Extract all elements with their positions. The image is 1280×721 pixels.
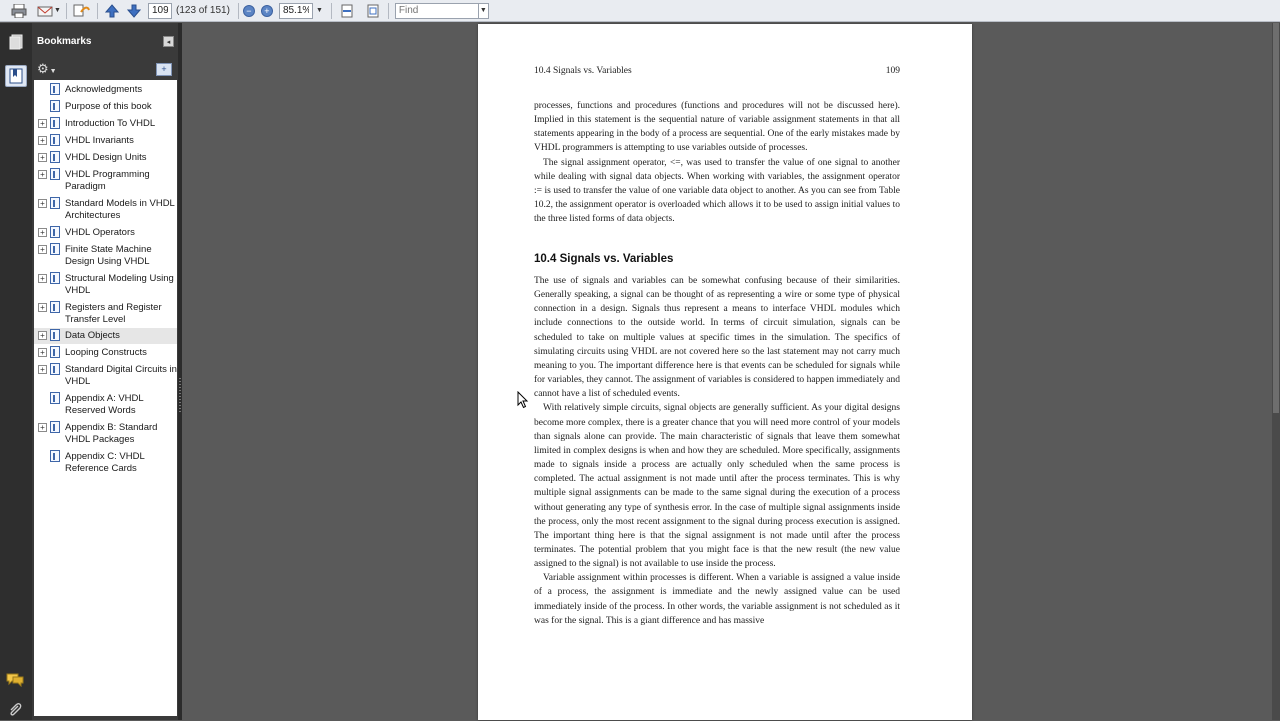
bookmark-label: VHDL Invariants (65, 135, 134, 146)
expand-icon[interactable]: + (38, 228, 47, 237)
expand-icon[interactable]: + (38, 119, 47, 128)
bookmark-label: Data Objects (65, 330, 120, 341)
body-block-main (534, 274, 900, 628)
paperclip-icon (8, 702, 22, 718)
zoom-dropdown-icon[interactable]: ▼ (315, 7, 323, 14)
bookmark-label: Appendix B: Standard VHDL Packages (65, 422, 158, 445)
bookmark-item[interactable] (34, 225, 177, 241)
bookmark-page-icon (50, 117, 60, 129)
bookmark-label: Finite State Machine Design Using VHDL (65, 244, 152, 267)
bookmarks-panel (32, 23, 178, 720)
toolbar-separator (238, 3, 239, 19)
previous-page-button[interactable] (102, 2, 122, 20)
bookmark-item[interactable] (34, 242, 177, 270)
bookmarks-tools (32, 59, 178, 79)
bookmarks-panel-button[interactable] (5, 65, 27, 87)
paragraph: processes, functions and procedures (functions and procedures will not be discussed here). Implied in this statement is the sequential nature of variable assignment statements in that all statements appearing in the body of a process are sequential. One of the early mistakes made by VHDL programmers is attempting to use variables outside of processes. (534, 101, 900, 154)
zoom-out-button[interactable] (243, 5, 255, 17)
share-icon (73, 4, 91, 18)
toolbar-separator (388, 3, 389, 19)
arrow-up-icon (105, 4, 119, 18)
bookmark-item[interactable] (34, 196, 177, 224)
body-block-top (534, 99, 900, 226)
bookmark-label: Appendix A: VHDL Reserved Words (65, 393, 144, 416)
email-icon (37, 4, 53, 18)
new-bookmark-icon: + (161, 63, 167, 74)
bookmark-label: Standard Models in VHDL Architectures (65, 198, 175, 221)
find-input[interactable] (395, 3, 479, 19)
bookmark-icon (9, 68, 23, 84)
chevron-down-icon: ▼ (54, 7, 61, 14)
pages-icon (9, 34, 23, 50)
bookmark-label: Appendix C: VHDL Reference Cards (65, 451, 145, 474)
bookmark-label: Looping Constructs (65, 347, 147, 358)
bookmarks-title: Bookmarks (37, 35, 92, 47)
toolbar-separator (66, 3, 67, 19)
bookmark-page-icon (50, 392, 60, 404)
vertical-scrollbar[interactable] (1272, 23, 1280, 720)
section-heading: 10.4 Signals vs. Variables (534, 253, 674, 265)
bookmark-item[interactable] (34, 150, 177, 166)
toolbar-separator (97, 3, 98, 19)
running-head (534, 66, 900, 76)
zoom-in-button[interactable] (261, 5, 273, 17)
expand-icon[interactable]: + (38, 274, 47, 283)
bookmark-page-icon (50, 363, 60, 375)
bookmark-page-icon (50, 134, 60, 146)
bookmark-list (34, 80, 177, 716)
expand-icon[interactable]: + (38, 245, 47, 254)
bookmarks-header (32, 23, 178, 59)
toolbar-separator (331, 3, 332, 19)
expand-icon[interactable]: + (38, 365, 47, 374)
comment-icon (6, 673, 24, 687)
scrollbar-thumb[interactable] (1273, 23, 1279, 413)
bookmark-label: Introduction To VHDL (65, 118, 156, 129)
comments-button[interactable] (4, 669, 26, 691)
bookmark-item[interactable] (34, 116, 177, 132)
chevron-down-icon: ▼ (49, 68, 57, 75)
new-bookmark-button[interactable] (156, 63, 172, 76)
collaborate-button[interactable] (71, 2, 93, 20)
expand-icon[interactable]: + (38, 153, 47, 162)
collapse-panel-button[interactable] (163, 36, 174, 47)
fit-width-icon (340, 4, 354, 18)
pages-panel-button[interactable] (5, 31, 27, 53)
bookmark-label: VHDL Design Units (65, 152, 147, 163)
bookmark-label: Registers and Register Transfer Level (65, 302, 162, 325)
splitter-grip (179, 378, 181, 414)
gear-icon: ⚙ (37, 61, 49, 76)
bookmark-label: Acknowledgments (65, 84, 143, 95)
expand-icon[interactable]: + (38, 199, 47, 208)
document-view[interactable] (182, 23, 1272, 720)
expand-icon[interactable]: + (38, 303, 47, 312)
chevron-left-icon: ◂ (166, 38, 171, 46)
bookmark-page-icon (50, 226, 60, 238)
bookmark-page-icon (50, 301, 60, 313)
bookmark-item[interactable] (34, 133, 177, 149)
bookmark-item[interactable] (34, 82, 177, 98)
bookmark-item[interactable] (34, 449, 177, 477)
zoom-input[interactable] (279, 3, 313, 19)
bookmark-page-icon (50, 100, 60, 112)
paragraph: The signal assignment operator, <=, was used to transfer the value of one signal to another while dealing with signal data objects. When working with variables, the assignment operator := is used to transfer the value of one variable data object to another. As you can see from Table 10.2, the assignment operator is overloaded which allows it to be used to assign initial values to the three listed forms of data objects. (534, 157, 900, 225)
paragraph: With relatively simple circuits, signal objects are generally sufficient. As your digital designs become more complex, there is a greater chance that you will need more control of your models than signals alone can provide. The main characteristic of signals that leave them somewhat limited in complex designs is when and how they are scheduled. More specifically, assignments made to signals inside a process are actually only scheduled when the same process is completed. The actual assignment is not made until after the process terminates. This is why multiple signal assignments can be made to the same signal during the execution of a process without generating any type of synthesis error. In the case of multiple signal assignments inside the process, only the most recent assignment to the signal during process execution is assigned. The important thing here is that the signal assignment is not made until after the process terminates. The potential problem that you might face is that the new result (the new value assigned to the signal) is not available to use inside the process. (534, 403, 900, 570)
bookmark-page-icon (50, 151, 60, 163)
bookmark-label: VHDL Operators (65, 227, 135, 238)
fit-width-button[interactable] (336, 2, 358, 20)
bookmark-page-icon (50, 272, 60, 284)
bookmark-page-icon (50, 421, 60, 433)
attachments-button[interactable] (4, 699, 26, 721)
plus-icon: + (264, 5, 270, 16)
bookmark-label: Purpose of this book (65, 101, 152, 112)
bookmark-page-icon (50, 83, 60, 95)
bookmark-page-icon (50, 346, 60, 358)
bookmark-item[interactable] (34, 420, 177, 448)
find-dropdown-icon[interactable]: ▼ (479, 3, 489, 19)
bookmark-item[interactable] (34, 167, 177, 195)
page-folio: 109 (885, 66, 900, 76)
fit-page-icon (366, 4, 380, 18)
page-count: (123 of 151) (176, 5, 230, 16)
bookmark-item[interactable] (34, 300, 177, 328)
document-page (478, 24, 972, 720)
arrow-down-icon (127, 4, 141, 18)
print-button[interactable] (8, 2, 30, 20)
paragraph: Variable assignment within processes is different. When a variable is assigned a value inside of a process, the assignment is immediate and the newly assigned value can be used immediately inside of the process. In other words, the variable assignment is not scheduled as it was for the signal. This is a giant difference and has massive (534, 573, 900, 626)
paragraph: The use of signals and variables can be somewhat confusing because of their similarities. Generally speaking, a signal can be thought of as representing a wire or some type of physical connection in a design. Signals thus represent a means to interface VHDL modules which include connections to the outside world. In terms of circuit simulation, signals can be scheduled to take on multiple values at specific times in the simulation. The specifics of simulating circuits using VHDL are not covered here so the last statement may not carry much meaning to you. The important difference here is that events can be scheduled for signals while for variables, they cannot. The assignment of variables is considered to happen immediately and cannot have a list of scheduled events. (534, 276, 900, 400)
bookmark-page-icon (50, 450, 60, 462)
options-button[interactable] (37, 61, 57, 77)
mouse-cursor-icon (517, 391, 529, 409)
page-number-input[interactable] (148, 3, 172, 19)
minus-icon: − (246, 5, 252, 16)
bookmark-page-icon (50, 329, 60, 341)
bookmark-page-icon (50, 243, 60, 255)
bookmark-item[interactable] (34, 328, 177, 344)
navigation-strip (0, 23, 32, 720)
toolbar (0, 0, 1280, 22)
expand-icon[interactable]: + (38, 423, 47, 432)
bookmark-label: Standard Digital Circuits in VHDL (65, 364, 177, 387)
bookmark-item[interactable] (34, 362, 177, 390)
bookmark-page-icon (50, 168, 60, 180)
expand-icon[interactable]: + (38, 170, 47, 179)
email-button[interactable] (36, 2, 62, 20)
bookmark-item[interactable] (34, 391, 177, 419)
bookmark-item[interactable] (34, 345, 177, 361)
expand-icon[interactable]: + (38, 136, 47, 145)
bookmark-label: VHDL Programming Paradigm (65, 169, 150, 192)
expand-icon[interactable]: + (38, 348, 47, 357)
next-page-button[interactable] (124, 2, 144, 20)
bookmark-label: Structural Modeling Using VHDL (65, 273, 174, 296)
bookmark-page-icon (50, 197, 60, 209)
fit-page-button[interactable] (362, 2, 384, 20)
bookmark-item[interactable] (34, 271, 177, 299)
running-head-title: 10.4 Signals vs. Variables (534, 66, 632, 76)
expand-icon[interactable]: + (38, 331, 47, 340)
printer-icon (11, 4, 27, 18)
bookmark-item[interactable] (34, 99, 177, 115)
